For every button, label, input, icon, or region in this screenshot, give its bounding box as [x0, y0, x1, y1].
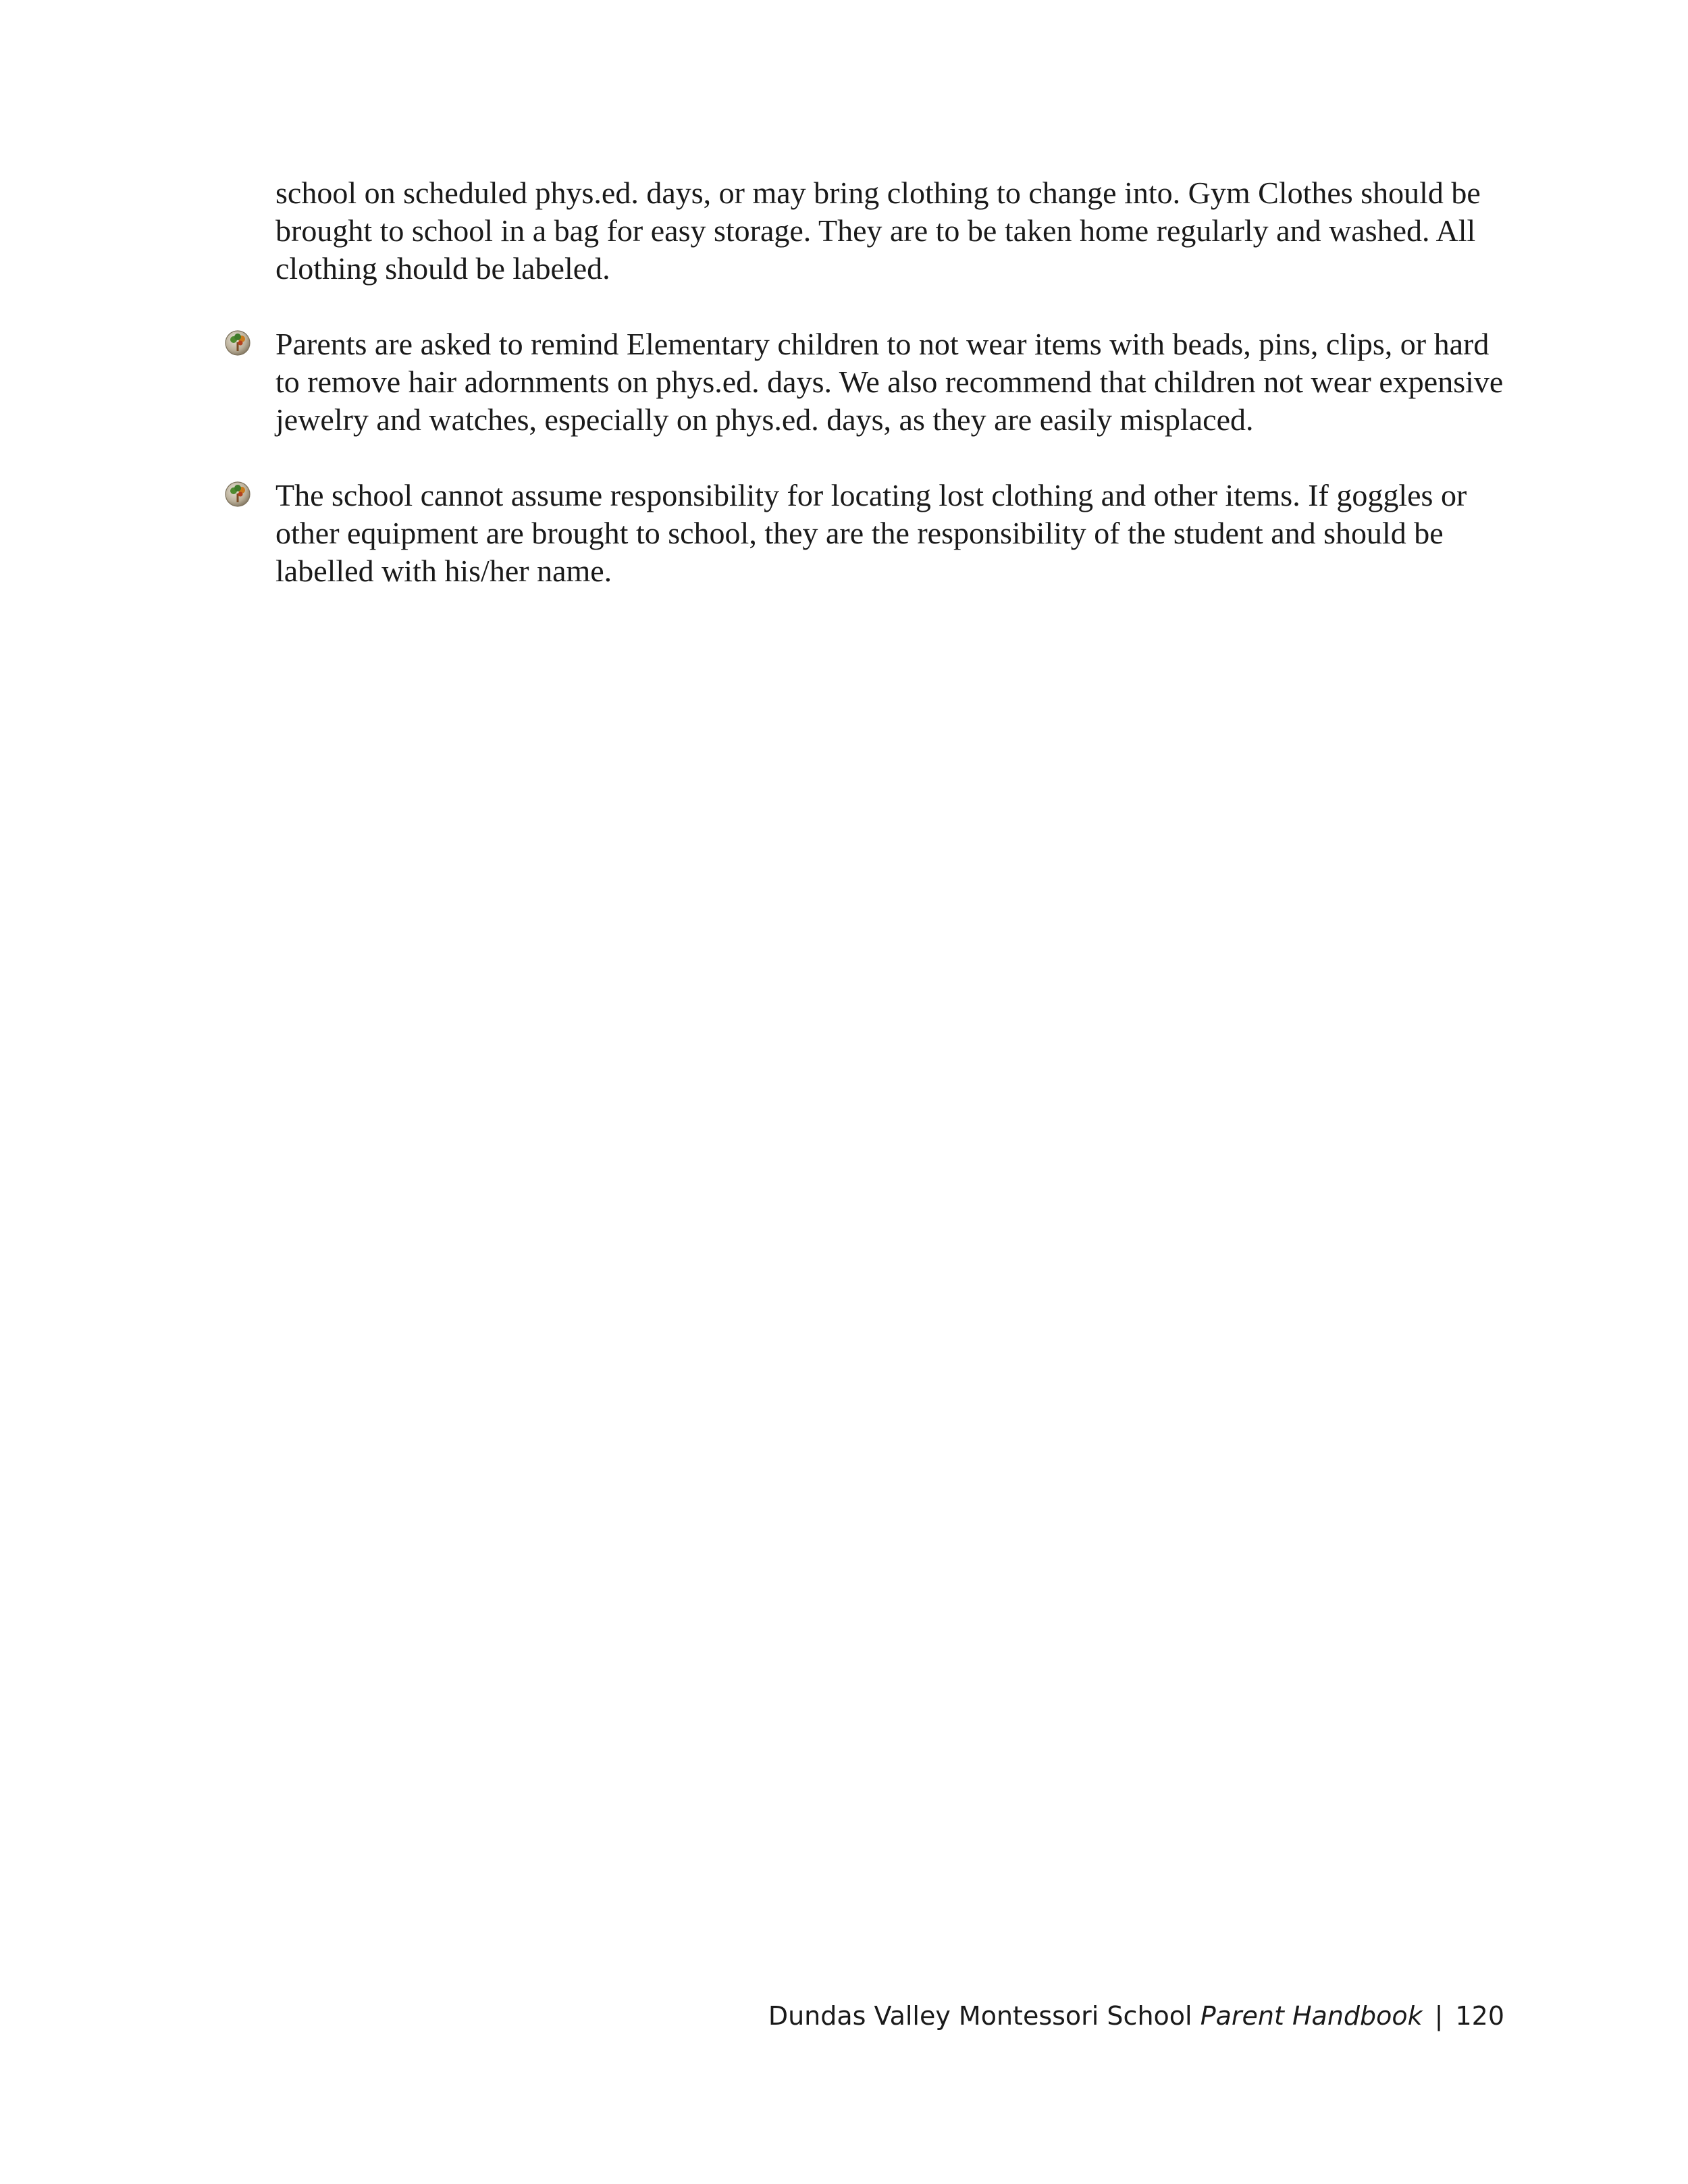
tree-globe-icon	[224, 329, 251, 356]
footer-handbook-title: Parent Handbook	[1200, 2001, 1423, 2031]
bullet-item-jewelry	[275, 325, 1504, 439]
bullet-text: Parents are asked to remind Elementary children to not wear items with beads, pins, clips, or hard to remove hair adornments on phys.ed. days. We also recommend that children not wear expensive jewelry and watches, especially on phys.ed. days, as they are easily misplaced.	[275, 327, 1504, 437]
bullet-item-lost-items	[275, 477, 1504, 590]
footer-school-name: Dundas Valley Montessori School	[768, 2001, 1192, 2031]
page-footer	[768, 2000, 1504, 2032]
page-number: 120	[1455, 2001, 1504, 2031]
continued-paragraph: school on scheduled phys.ed. days, or may bring clothing to change into. Gym Clothes should be brought to school in a bag for easy storage. They are to be taken home regularly and washed. All clothing should be labeled.	[275, 176, 1481, 286]
page-body	[275, 174, 1504, 628]
bullet-text: The school cannot assume responsibility for locating lost clothing and other items. If goggles or other equipment are brought to school, they are the responsibility of the student and should be labelled with his/her name.	[275, 478, 1467, 588]
tree-globe-icon	[224, 481, 251, 508]
footer-separator: |	[1434, 2001, 1444, 2031]
